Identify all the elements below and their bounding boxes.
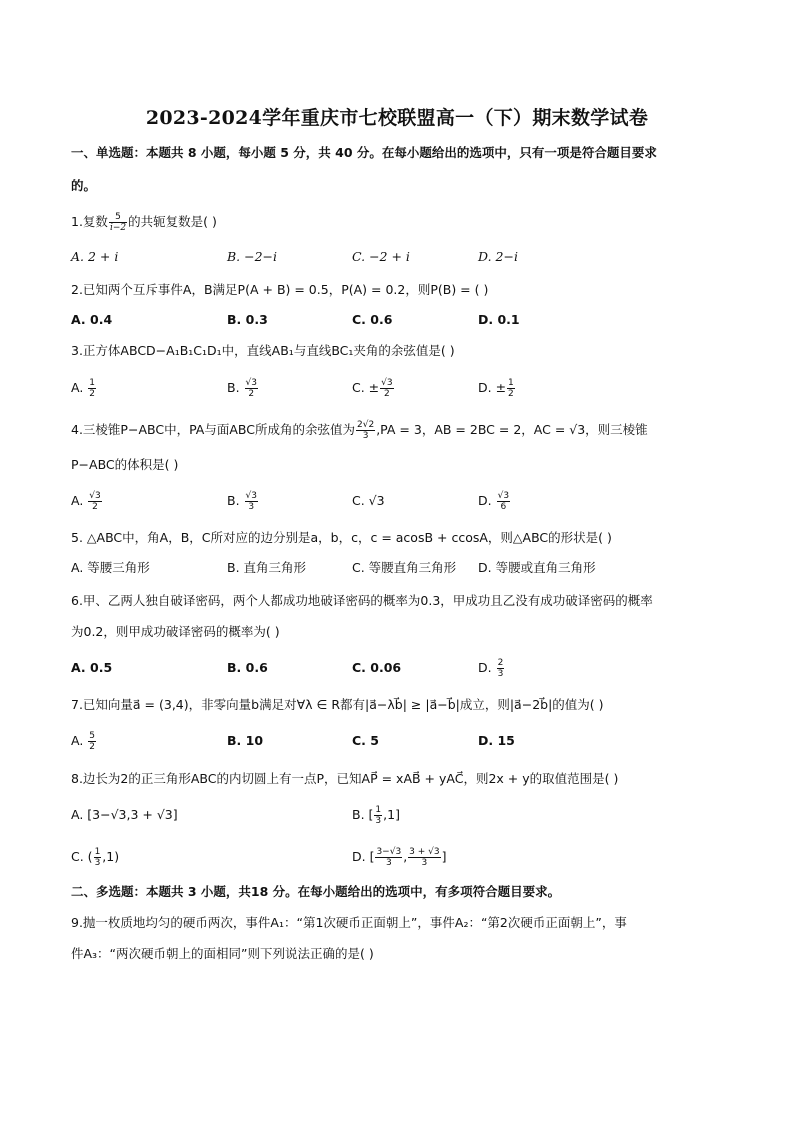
q2-option-d[interactable]: D. 0.1: [478, 312, 520, 327]
q5-option-d[interactable]: D. 等腰或直角三角形: [478, 560, 596, 575]
section2-heading: 二、多选题：本题共 3 小题，共18 分。在每小题给出的选项中，有多项符合题目要求。: [71, 884, 561, 899]
q3-option-c[interactable]: C. ± $\frac{√3}{2}$: [352, 378, 393, 399]
question-9-cont: 件A₃：“两次硬币朝上的面相同”则下列说法正确的是( ): [71, 946, 374, 961]
q4-option-b[interactable]: B. $\frac{√3}{3}$: [227, 491, 258, 512]
q2-option-a[interactable]: A. 0.4: [71, 312, 113, 327]
q5-option-a[interactable]: A. 等腰三角形: [71, 560, 150, 575]
q6-options: [71, 657, 731, 679]
q6-option-b[interactable]: B. 0.6: [227, 660, 268, 675]
question-3: 3.正方体ABCD−A₁B₁C₁D₁中，直线AB₁与直线BC₁夹角的余弦值是( ): [71, 343, 455, 358]
q6-option-a[interactable]: A. 0.5: [71, 660, 113, 675]
q5-option-c[interactable]: C. 等腰直角三角形: [352, 560, 457, 575]
q1-option-d[interactable]: D. 2−i: [478, 249, 518, 264]
q2-option-b[interactable]: B. 0.3: [227, 312, 268, 327]
q1-option-c[interactable]: C. −2 + i: [352, 249, 410, 264]
question-7: 7.已知向量a⃗ = (3,4)，非零向量b满足对∀λ ∈ R都有|a⃗−λb⃗| ≥ |a⃗−b⃗|成立，则|a⃗−2b⃗|的值为( ): [71, 697, 604, 712]
q4-option-c[interactable]: C. √3: [352, 493, 385, 508]
section1-heading-cont: 的。: [71, 178, 97, 193]
q6-option-d[interactable]: D. $\frac{2}{3}$: [478, 658, 504, 679]
question-8: 8.边长为2的正三角形ABC的内切圆上有一点P，已知AP⃗ = xAB⃗ + yAC⃗，则2x + y的取值范围是( ): [71, 771, 619, 786]
q8-option-c[interactable]: C. ( $\frac{1}{3}$ ,1): [71, 847, 120, 868]
q8-option-b[interactable]: B. [ $\frac{1}{3}$ ,1]: [352, 805, 400, 826]
q6-option-c[interactable]: C. 0.06: [352, 660, 402, 675]
q1-option-a[interactable]: A. 2 + i: [71, 249, 119, 264]
q7-option-c[interactable]: C. 5: [352, 733, 379, 748]
question-1: [71, 212, 731, 233]
q2-options: [71, 309, 731, 331]
q3-option-a[interactable]: A. $\frac{1}{2}$: [71, 378, 96, 399]
q7-option-a[interactable]: A. $\frac{5}{2}$: [71, 731, 96, 752]
question-4-cont: P−ABC的体积是( ): [71, 457, 179, 472]
q4-option-d[interactable]: D. $\frac{√3}{6}$: [478, 491, 510, 512]
exam-title: 2023-2024学年重庆市七校联盟高一（下）期末数学试卷: [145, 107, 649, 129]
question-6-cont: 为0.2，则甲成功破译密码的概率为( ): [71, 624, 280, 639]
q1-option-b[interactable]: B. −2−i: [227, 249, 278, 264]
q3-options: [71, 377, 731, 399]
q1-prefix: 1.复数: [71, 214, 108, 229]
question-5: 5. △ABC中，角A，B，C所对应的边分别是a，b，c，c = acosB + ccosA，则△ABC的形状是( ): [71, 530, 612, 545]
q2-option-c[interactable]: C. 0.6: [352, 312, 393, 327]
question-4: 4.三棱锥P−ABC中，PA与面ABC所成角的余弦值为 $\frac{2√2}{3}$ ,PA = 3，AB = 2BC = 2，AC = √3，则三棱锥: [71, 420, 648, 441]
q5-option-b[interactable]: B. 直角三角形: [227, 560, 307, 575]
q3-option-b[interactable]: B. $\frac{√3}{2}$: [227, 378, 258, 399]
q1-suffix: 的共轭复数是( ): [128, 214, 217, 229]
q8-options-row2: [71, 846, 731, 868]
section1-heading: 一、单选题：本题共 8 小题，每小题 5 分，共 40 分。在每小题给出的选项中，只有一项是符合题目要求: [71, 145, 657, 160]
q4-fraction: $\frac{2√2}{3}$: [357, 420, 375, 441]
q4-option-a[interactable]: A. $\frac{√3}{2}$: [71, 491, 101, 512]
question-2: 2.已知两个互斥事件A，B满足P(A + B) = 0.5，P(A) = 0.2，则P(B) = ( ): [71, 282, 489, 297]
q7-option-d[interactable]: D. 15: [478, 733, 515, 748]
q7-options: [71, 730, 731, 752]
question-9: 9.抛一枚质地均匀的硬币两次，事件A₁：“第1次硬币正面朝上”，事件A₂：“第2次硬币正面朝上”，事: [71, 915, 627, 930]
question-6: 6.甲、乙两人独自破译密码，两个人都成功地破译密码的概率为0.3，甲成功且乙没有成功破译密码的概率: [71, 593, 653, 608]
q8-option-a[interactable]: A. [3−√3,3 + √3]: [71, 807, 178, 822]
q7-option-b[interactable]: B. 10: [227, 733, 264, 748]
q5-options: [71, 557, 731, 579]
q3-option-d[interactable]: D. ± $\frac{1}{2}$: [478, 378, 514, 399]
q8-options-row1: [71, 804, 731, 826]
q1-fraction: $\frac{5}{i-2}$: [109, 212, 127, 233]
q8-option-d[interactable]: D. [ $\frac{3-√3}{3}$ , $\frac{3 + √3}{3}$ ]: [352, 847, 447, 868]
q4-options: [71, 490, 731, 512]
q1-options: [71, 246, 731, 268]
